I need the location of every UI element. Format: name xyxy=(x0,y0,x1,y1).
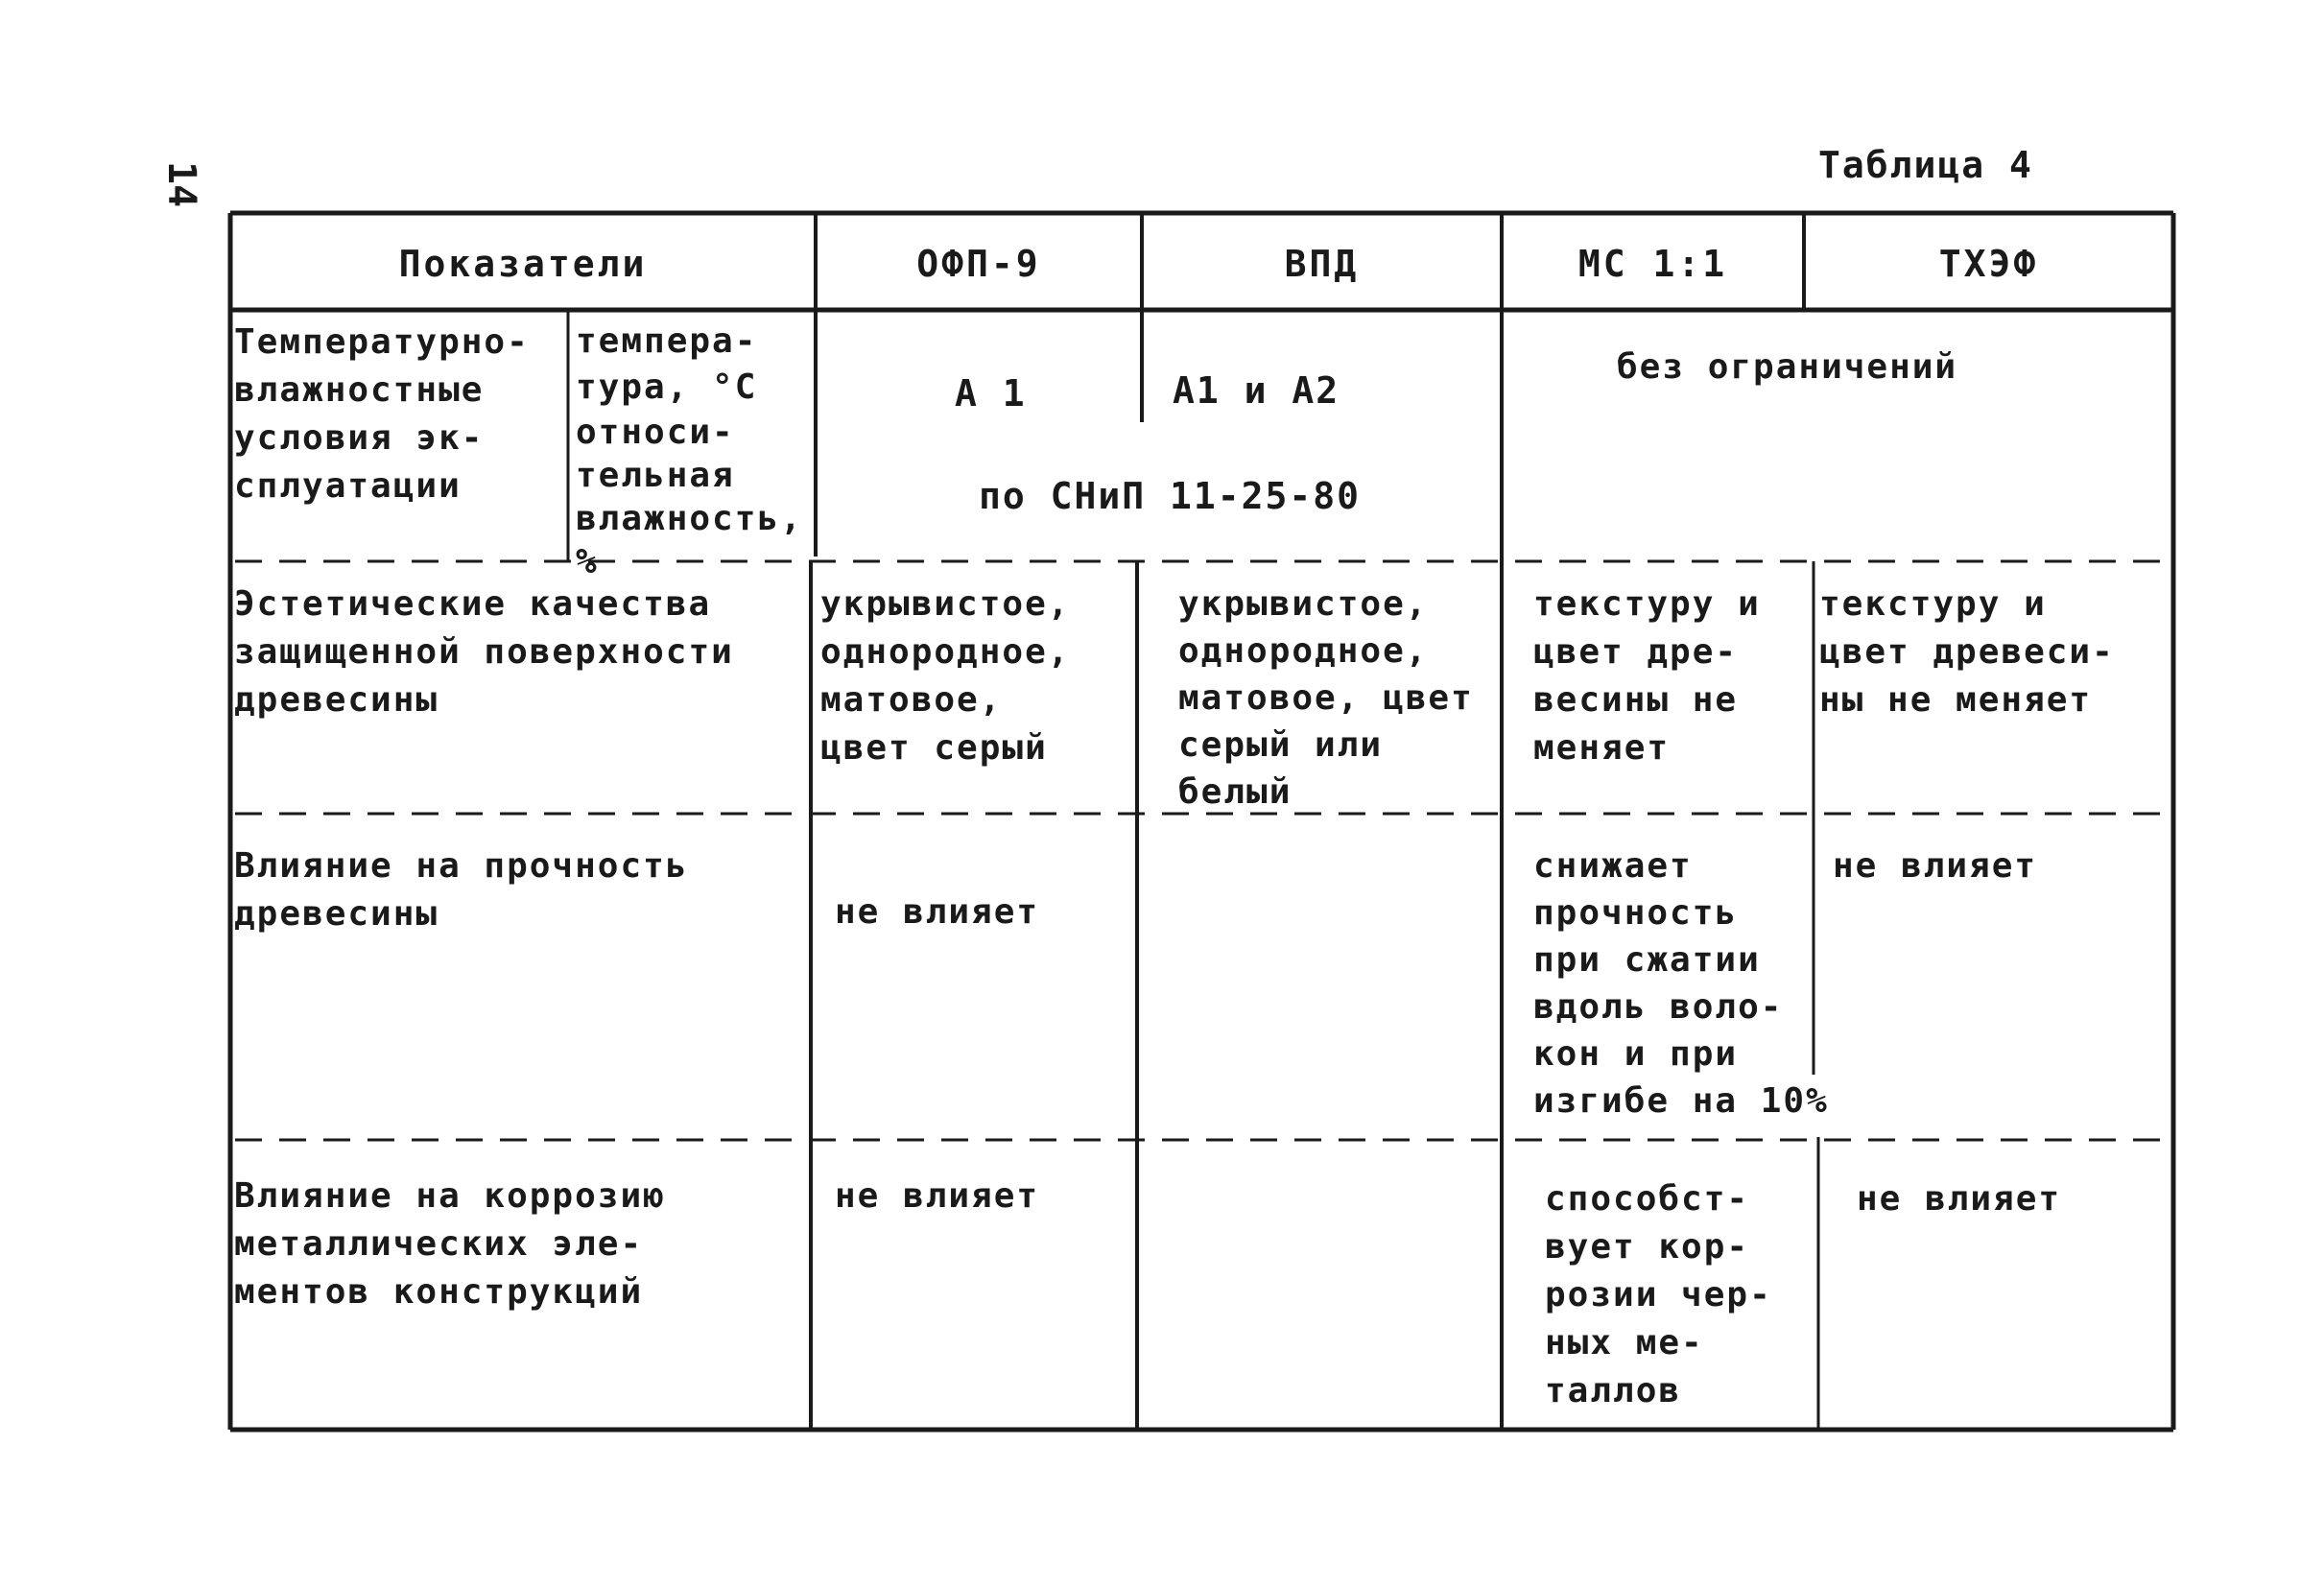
row-conditions-vpd-temp: А1 и А2 xyxy=(1173,369,1340,412)
row-conditions-humidity: относи- тельная влажность, % xyxy=(576,413,803,581)
row-aesthetic-vpd: укрывистое, однородное, матовое, цвет серый или белый xyxy=(1178,584,1474,812)
row-corrosion-thef: не влияет xyxy=(1857,1179,2062,1219)
row-corrosion-ms: способст- вует кор- розии чер- ных ме- таллов xyxy=(1545,1179,1772,1410)
row-aesthetic-ms: текстуру и цвет дре- весины не меняет xyxy=(1533,584,1761,768)
row-strength-ofp-vpd: не влияет xyxy=(835,892,1040,932)
table-caption: Таблица 4 xyxy=(1818,144,2033,186)
row-conditions-temp: темпера- тура, °С xyxy=(576,321,758,407)
header-thef: ТХЭФ xyxy=(1938,243,2039,285)
row-strength-ms: снижает прочность при сжатии вдоль воло- кон и при изгибе на 10% xyxy=(1533,846,1829,1121)
header-ms: МС 1:1 xyxy=(1577,243,1728,285)
row-conditions-humidity-norm: по СНиП 11-25-80 xyxy=(979,475,1362,517)
header-indicators: Показатели xyxy=(398,243,648,285)
row-corrosion-ofp-vpd: не влияет xyxy=(835,1176,1040,1216)
row-corrosion-label: Влияние на коррозию металлических эле- ментов конструкций xyxy=(234,1176,666,1312)
row-conditions-ofp-temp: А 1 xyxy=(955,372,1027,415)
row-strength-thef: не влияет xyxy=(1833,846,2038,886)
header-vpd: ВПД xyxy=(1284,243,1360,285)
row-strength-label: Влияние на прочность древесины xyxy=(234,846,689,934)
page-number: 14 xyxy=(159,161,203,208)
row-aesthetic-label: Эстетические качества защищенной поверхности древесины xyxy=(234,584,734,720)
row-aesthetic-thef: текстуру и цвет древеси- ны не меняет xyxy=(1819,584,2115,720)
header-ofp: ОФП-9 xyxy=(916,243,1041,285)
row-aesthetic-ofp: укрывистое, однородное, матовое, цвет серый xyxy=(820,584,1071,768)
row-conditions-ms-thef: без ограничений xyxy=(1617,347,1958,387)
row-conditions-label: Температурно- влажностные условия эк- сплуатации xyxy=(234,322,530,506)
